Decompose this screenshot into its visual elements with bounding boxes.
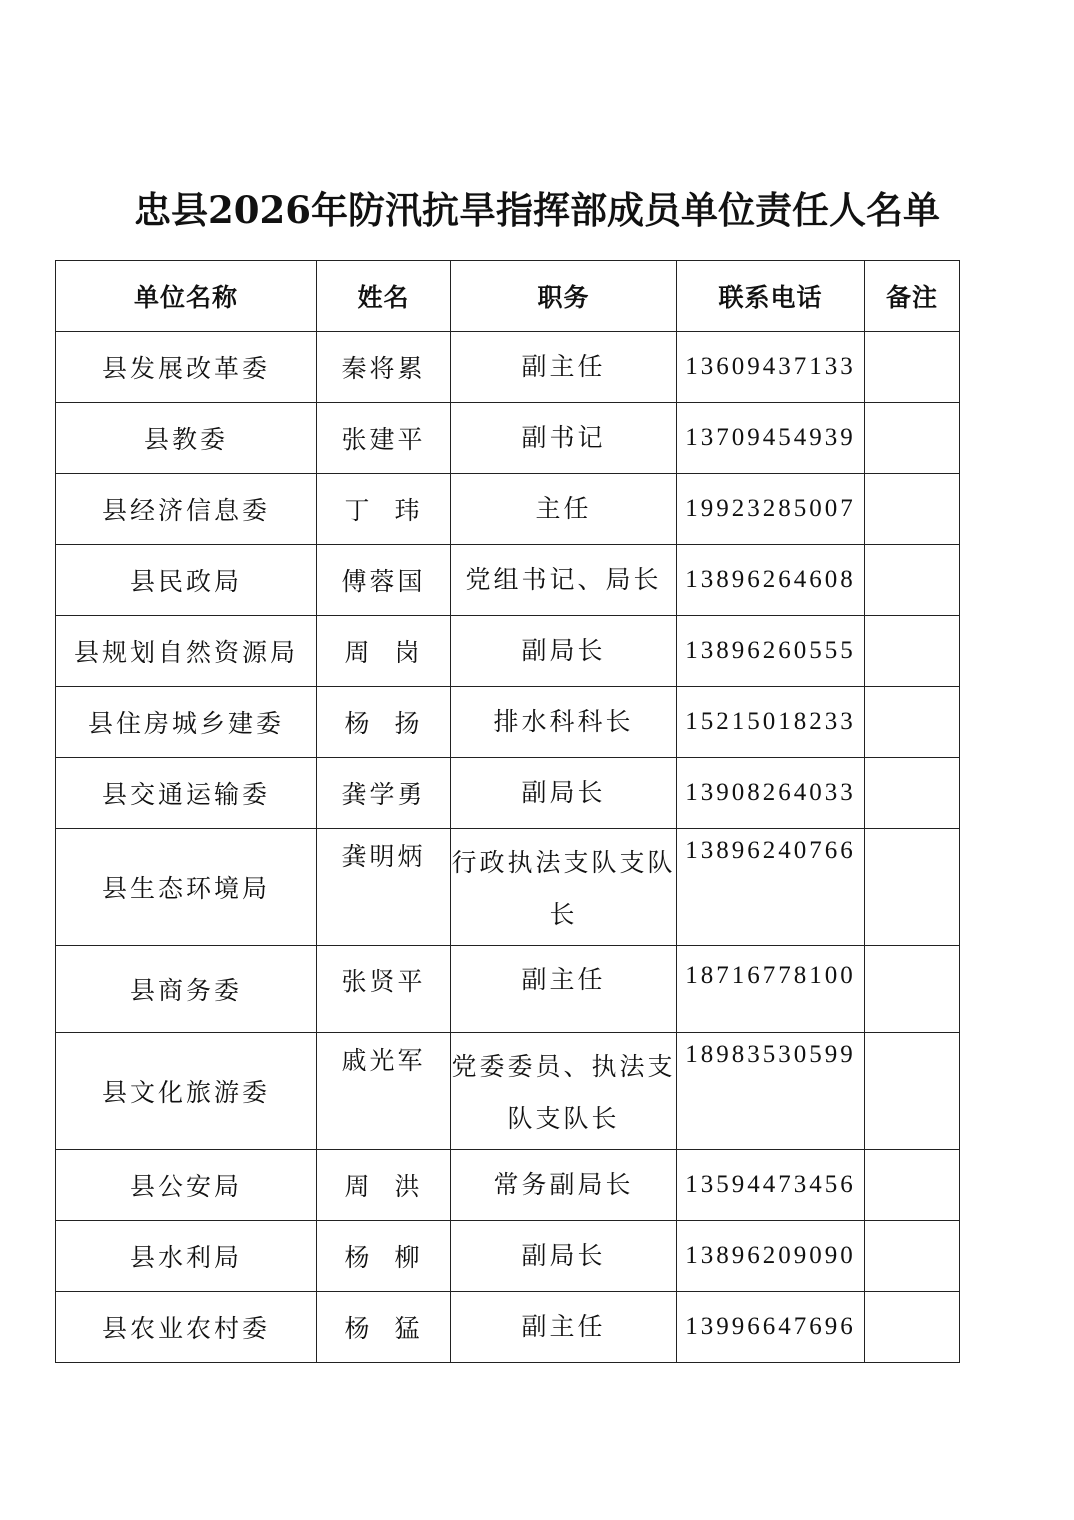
cell-name: 秦将累 (317, 332, 451, 403)
cell-note (865, 1150, 960, 1221)
cell-name: 丁 玮 (317, 474, 451, 545)
cell-phone: 13908264033 (677, 758, 865, 829)
table-row (56, 403, 960, 474)
cell-name: 张建平 (317, 403, 451, 474)
cell-unit: 县公安局 (56, 1150, 317, 1221)
cell-name: 龚学勇 (317, 758, 451, 829)
table-row (56, 332, 960, 403)
responsible-persons-table (55, 260, 960, 1363)
cell-unit: 县商务委 (56, 946, 317, 1033)
cell-post: 常务副局长 (451, 1150, 677, 1221)
cell-note (865, 403, 960, 474)
cell-post: 副局长 (451, 1221, 677, 1292)
cell-unit: 县教委 (56, 403, 317, 474)
cell-note (865, 474, 960, 545)
header-unit: 单位名称 (56, 261, 317, 332)
table-row (56, 946, 960, 1033)
cell-post: 主任 (451, 474, 677, 545)
table-row (56, 474, 960, 545)
table-row (56, 616, 960, 687)
header-post: 职务 (451, 261, 677, 332)
cell-note (865, 1292, 960, 1363)
cell-unit: 县文化旅游委 (56, 1033, 317, 1150)
cell-phone: 13609437133 (677, 332, 865, 403)
cell-unit: 县水利局 (56, 1221, 317, 1292)
header-phone: 联系电话 (677, 261, 865, 332)
cell-unit: 县生态环境局 (56, 829, 317, 946)
cell-phone: 13709454939 (677, 403, 865, 474)
cell-phone: 13896264608 (677, 545, 865, 616)
table-row (56, 1292, 960, 1363)
cell-name: 杨 扬 (317, 687, 451, 758)
cell-phone: 18983530599 (677, 1033, 865, 1150)
table-header-row (56, 261, 960, 332)
cell-note (865, 758, 960, 829)
cell-unit: 县农业农村委 (56, 1292, 317, 1363)
cell-note (865, 946, 960, 1033)
table-row (56, 1033, 960, 1150)
cell-phone: 13896260555 (677, 616, 865, 687)
cell-note (865, 1221, 960, 1292)
cell-phone: 13996647696 (677, 1292, 865, 1363)
cell-phone: 15215018233 (677, 687, 865, 758)
cell-name: 周 岗 (317, 616, 451, 687)
cell-name: 傅蓉国 (317, 545, 451, 616)
cell-name: 戚光军 (317, 1033, 451, 1150)
cell-note (865, 1033, 960, 1150)
cell-post: 副局长 (451, 758, 677, 829)
cell-post: 党委委员、执法支队支队长 (451, 1033, 677, 1150)
cell-unit: 县发展改革委 (56, 332, 317, 403)
cell-phone: 18716778100 (677, 946, 865, 1033)
table-row (56, 1221, 960, 1292)
cell-note (865, 687, 960, 758)
cell-unit: 县住房城乡建委 (56, 687, 317, 758)
cell-unit: 县交通运输委 (56, 758, 317, 829)
cell-note (865, 616, 960, 687)
cell-phone: 19923285007 (677, 474, 865, 545)
cell-phone: 13594473456 (677, 1150, 865, 1221)
table-row (56, 829, 960, 946)
cell-note (865, 332, 960, 403)
cell-phone: 13896209090 (677, 1221, 865, 1292)
cell-note (865, 829, 960, 946)
cell-name: 龚明炳 (317, 829, 451, 946)
header-name: 姓名 (317, 261, 451, 332)
cell-unit: 县民政局 (56, 545, 317, 616)
cell-post: 行政执法支队支队长 (451, 829, 677, 946)
cell-unit: 县经济信息委 (56, 474, 317, 545)
cell-phone: 13896240766 (677, 829, 865, 946)
cell-name: 张贤平 (317, 946, 451, 1033)
cell-note (865, 545, 960, 616)
cell-post: 党组书记、局长 (451, 545, 677, 616)
header-note: 备注 (865, 261, 960, 332)
cell-post: 副主任 (451, 1292, 677, 1363)
cell-name: 杨 柳 (317, 1221, 451, 1292)
cell-post: 副主任 (451, 946, 677, 1033)
cell-post: 副主任 (451, 332, 677, 403)
cell-unit: 县规划自然资源局 (56, 616, 317, 687)
table-row (56, 687, 960, 758)
cell-name: 杨 猛 (317, 1292, 451, 1363)
cell-post: 副局长 (451, 616, 677, 687)
page-title: 忠县2026年防汛抗旱指挥部成员单位责任人名单 (134, 188, 940, 232)
table-row (56, 545, 960, 616)
cell-post: 排水科科长 (451, 687, 677, 758)
cell-post: 副书记 (451, 403, 677, 474)
table-row (56, 758, 960, 829)
table-row (56, 1150, 960, 1221)
cell-name: 周 洪 (317, 1150, 451, 1221)
